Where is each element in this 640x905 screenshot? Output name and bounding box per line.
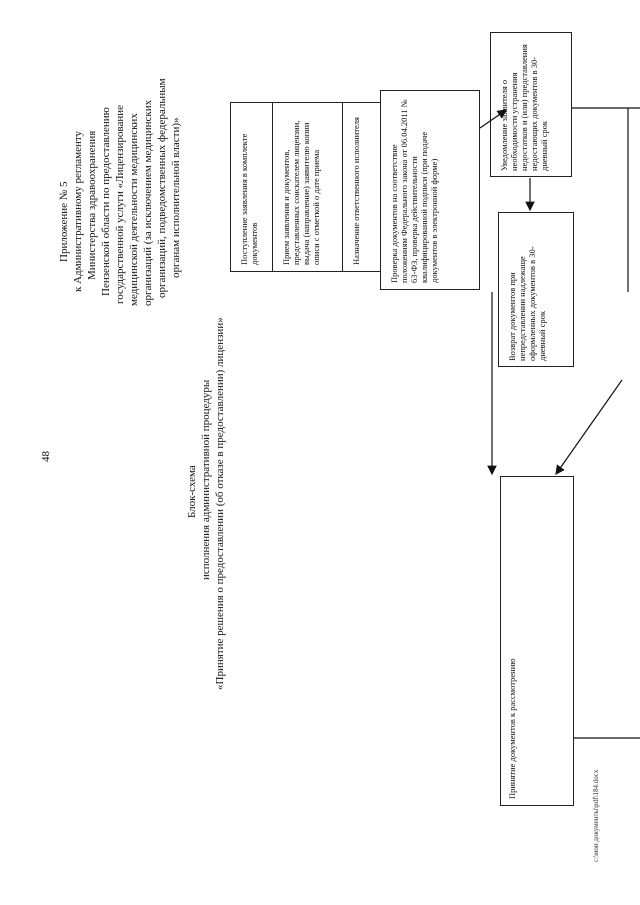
arrow-diagonal-to-accept [556, 380, 622, 474]
title-line-1: Блок-схема [186, 465, 198, 518]
box-accept-review-text: Принятие документов к рассмотрению [507, 658, 517, 799]
box-return-text: Возврат документов при непредставлении надлежаще оформленных документов в 30-дневный срок [507, 246, 547, 361]
appendix-line: органам исполнительной власти)» [170, 117, 182, 278]
title-line-3: «Принятие решения о предоставлении (об отказе в предоставлении) лицензии» [214, 317, 226, 690]
appendix-line: к Административному регламенту [72, 130, 84, 292]
appendix-line: государственной услуги «Лицензирование [114, 105, 126, 304]
appendix-line: медицинской деятельности медицинских [128, 113, 140, 306]
footer-path: c:\мои документы\pdf\184.docx [592, 769, 600, 862]
appendix-line: Пензенской области по предоставлению [100, 107, 112, 296]
box-notify-text: Уведомление заявителя о необходимости устранения недостатков и (или) представления недостающих документов в 30-дневный срок [499, 44, 549, 171]
title-line-2: исполнения административной процедуры [200, 379, 212, 580]
page-number: 48 [40, 451, 52, 462]
appendix-line: Приложение № 5 [58, 181, 70, 262]
appendix-line: организаций (за исключением медицинских [142, 99, 154, 306]
box-verify-text: Проверка документов на соответствие положениям Федерального закона от 06.04.2011 № 63-ФЗ, проверка действительности квалифицированной подписи (при подаче документов в электронной форме) [389, 99, 439, 283]
appendix-line: организаций, подведомственных федеральным [156, 78, 168, 298]
arrow-to-notify [480, 110, 506, 128]
box-receipt-text: Поступление заявления в комплекте документов [239, 133, 259, 265]
box-assign-text: Назначение ответственного исполнителя [351, 117, 361, 265]
appendix-line: Министерства здравоохранения [86, 130, 98, 280]
box-acceptance-text: Прием заявления и документов, представленных соискателем лицензии, выдача (направление) заявителю копии описи с отметкой о дате приема [281, 120, 321, 265]
